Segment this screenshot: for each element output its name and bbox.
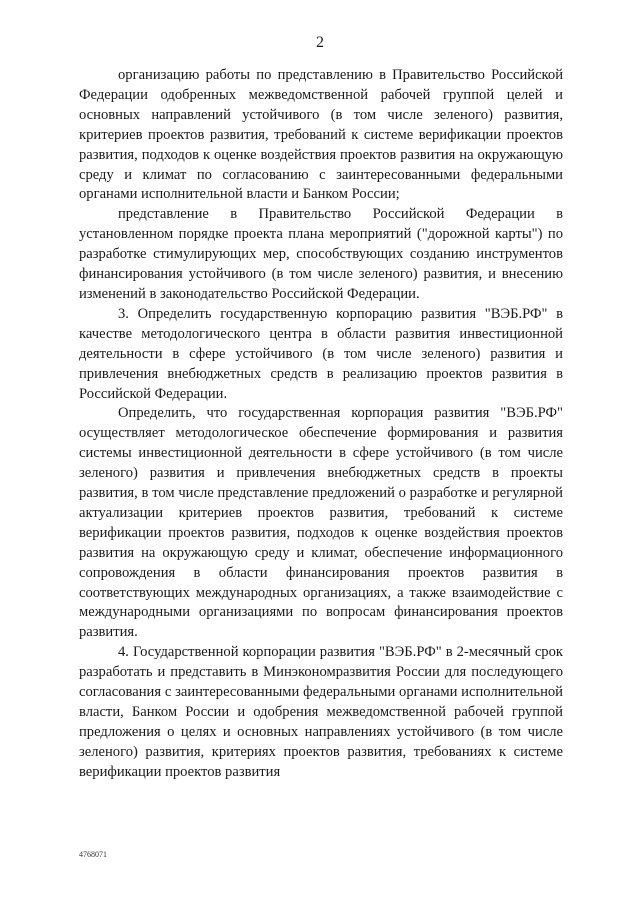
paragraph-item-4: 4. Государственной корпорации развития "ВЭБ.РФ" в 2-месячный срок разработать и представить в Минэкономразвития России для последующего согласования с заинтересованными федеральными органами исполнительной власти, Банком России и одобрения межведомственной рабочей группой предложения о целях и основных направлениях устойчивого (в том числе зеленого) развития, критериях проектов развития, требованиях к системе верификации проектов развития <box>79 644 563 780</box>
document-body <box>79 66 563 783</box>
paragraph-item-3: 3. Определить государственную корпорацию развития "ВЭБ.РФ" в качестве методологического центра в области развития инвестиционной деятельности в сфере устойчивого (в том числе зеленого) развития и привлечения внебюджетных средств в реализацию проектов развития в Российской Федерации. <box>79 305 563 402</box>
paragraph-veb-methodology: Определить, что государственная корпорация развития "ВЭБ.РФ" осуществляет методологическое обеспечение формирования и развития системы инвестиционной деятельности в сфере устойчивого (в том числе зеленого) развития и привлечения внебюджетных средств в проекты развития, в том числе представление предложений о разработке и регулярной актуализации критериев проектов развития, требований к системе верификации проектов развития, подходов к оценке воздействия проектов развития на окружающую среду и климат, обеспечение информационного сопровождения в области финансирования проектов развития в соответствующих международных организациях, а также взаимодействие с международными организациями по вопросам финансирования проектов развития. <box>79 405 563 641</box>
document-id: 4768071 <box>79 850 107 859</box>
paragraph-work-organization: организацию работы по представлению в Правительство Российской Федерации одобренных межведомственной рабочей группой целей и основных направлений устойчивого (в том числе зеленого) развития, критериев проектов развития, требований к системе верификации проектов развития, подходов к оценке воздействия проектов развития на окружающую среду и климат по согласованию с заинтересованными федеральными органами исполнительной власти и Банком России; <box>79 67 563 203</box>
page-number: 2 <box>316 34 324 51</box>
paragraph-roadmap-submission: представление в Правительство Российской Федерации в установленном порядке проекта плана мероприятий ("дорожной карты") по разработке стимулирующих мер, способствующих созданию инструментов финансирования устойчивого (в том числе зеленого) развития, и внесению изменений в законодательство Российской Федерации. <box>79 206 563 302</box>
